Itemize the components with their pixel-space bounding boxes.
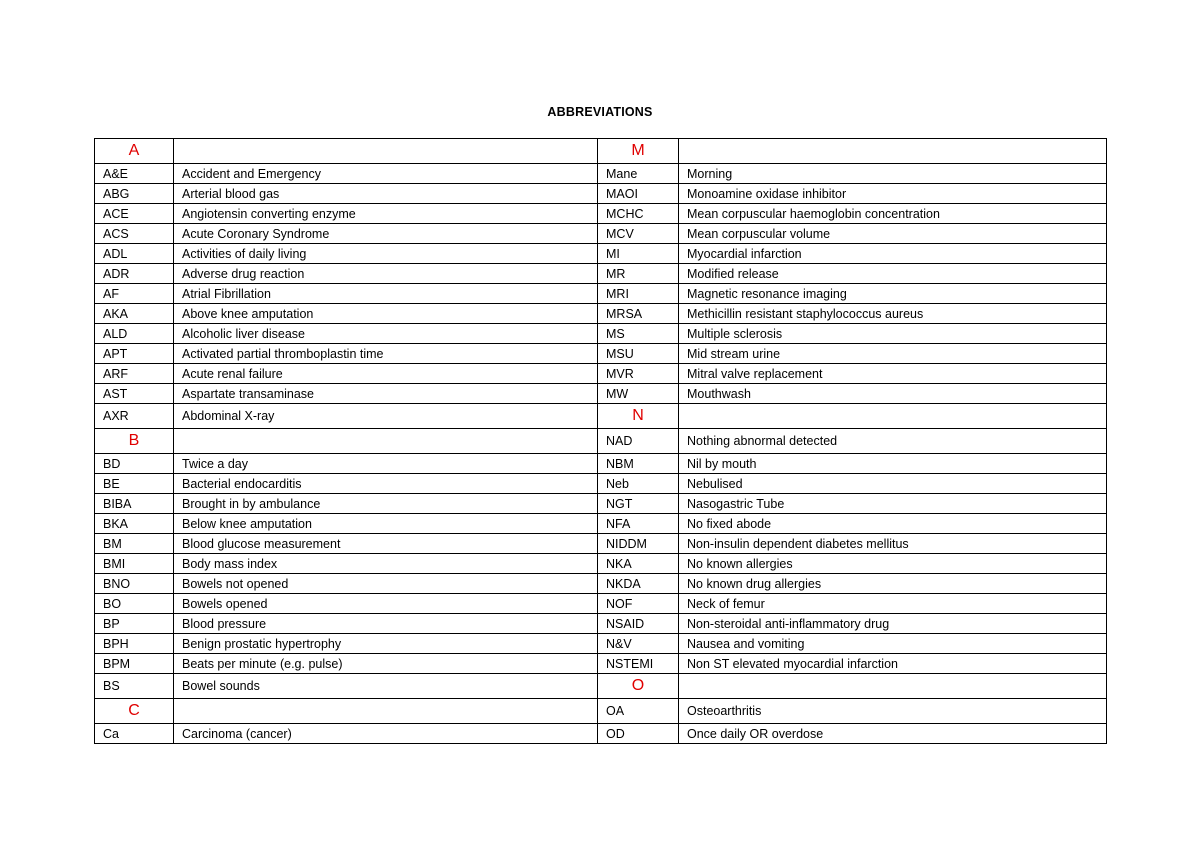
abbreviation-cell: BS: [95, 674, 174, 699]
meaning-cell: Osteoarthritis: [679, 699, 1107, 724]
abbreviation-cell: BP: [95, 614, 174, 634]
table-row: [95, 494, 1107, 514]
meaning-cell: Methicillin resistant staphylococcus aureus: [679, 304, 1107, 324]
meaning-cell: Bacterial endocarditis: [174, 474, 598, 494]
meaning-cell: No known allergies: [679, 554, 1107, 574]
meaning-cell: Accident and Emergency: [174, 164, 598, 184]
meaning-cell: Non-steroidal anti-inflammatory drug: [679, 614, 1107, 634]
meaning-cell: Atrial Fibrillation: [174, 284, 598, 304]
abbreviation-cell: OA: [598, 699, 679, 724]
meaning-cell: Mean corpuscular volume: [679, 224, 1107, 244]
meaning-cell: Non ST elevated myocardial infarction: [679, 654, 1107, 674]
abbreviation-cell: BM: [95, 534, 174, 554]
empty-cell: [174, 429, 598, 454]
table-row: [95, 429, 1107, 454]
meaning-cell: Below knee amputation: [174, 514, 598, 534]
abbreviation-cell: BE: [95, 474, 174, 494]
section-letter: B: [95, 429, 174, 454]
abbreviation-cell: NSTEMI: [598, 654, 679, 674]
meaning-cell: Mid stream urine: [679, 344, 1107, 364]
abbreviations-table: [94, 138, 1107, 744]
meaning-cell: Twice a day: [174, 454, 598, 474]
abbreviation-cell: MRI: [598, 284, 679, 304]
table-row: [95, 364, 1107, 384]
meaning-cell: Adverse drug reaction: [174, 264, 598, 284]
abbreviation-cell: NGT: [598, 494, 679, 514]
abbreviation-cell: MI: [598, 244, 679, 264]
table-row: [95, 474, 1107, 494]
meaning-cell: Nothing abnormal detected: [679, 429, 1107, 454]
abbreviation-cell: BKA: [95, 514, 174, 534]
meaning-cell: Nebulised: [679, 474, 1107, 494]
meaning-cell: Body mass index: [174, 554, 598, 574]
table-row: [95, 724, 1107, 744]
section-letter: C: [95, 699, 174, 724]
abbreviation-cell: NOF: [598, 594, 679, 614]
meaning-cell: Alcoholic liver disease: [174, 324, 598, 344]
table-row: [95, 204, 1107, 224]
page-title: ABBREVIATIONS: [547, 105, 653, 119]
section-letter: N: [598, 404, 679, 429]
empty-cell: [679, 139, 1107, 164]
abbreviation-cell: AKA: [95, 304, 174, 324]
meaning-cell: Mouthwash: [679, 384, 1107, 404]
table-row: [95, 224, 1107, 244]
meaning-cell: Non-insulin dependent diabetes mellitus: [679, 534, 1107, 554]
meaning-cell: Blood pressure: [174, 614, 598, 634]
meaning-cell: Beats per minute (e.g. pulse): [174, 654, 598, 674]
abbreviation-cell: AXR: [95, 404, 174, 429]
table-row: [95, 514, 1107, 534]
abbreviation-cell: ADL: [95, 244, 174, 264]
meaning-cell: Monoamine oxidase inhibitor: [679, 184, 1107, 204]
table-row: [95, 244, 1107, 264]
meaning-cell: Bowels not opened: [174, 574, 598, 594]
abbreviation-cell: MSU: [598, 344, 679, 364]
table-row: [95, 264, 1107, 284]
abbreviation-cell: MW: [598, 384, 679, 404]
meaning-cell: Mean corpuscular haemoglobin concentration: [679, 204, 1107, 224]
abbreviation-cell: BMI: [95, 554, 174, 574]
abbreviation-cell: BPM: [95, 654, 174, 674]
meaning-cell: Activities of daily living: [174, 244, 598, 264]
abbreviation-cell: BO: [95, 594, 174, 614]
table-row: [95, 554, 1107, 574]
meaning-cell: No known drug allergies: [679, 574, 1107, 594]
abbreviation-cell: MCHC: [598, 204, 679, 224]
table-row: [95, 454, 1107, 474]
abbreviation-cell: BIBA: [95, 494, 174, 514]
meaning-cell: Brought in by ambulance: [174, 494, 598, 514]
abbreviation-cell: ACE: [95, 204, 174, 224]
table-row: [95, 184, 1107, 204]
meaning-cell: Above knee amputation: [174, 304, 598, 324]
abbreviation-cell: Neb: [598, 474, 679, 494]
abbreviation-cell: A&E: [95, 164, 174, 184]
meaning-cell: Carcinoma (cancer): [174, 724, 598, 744]
empty-cell: [679, 404, 1107, 429]
abbreviation-cell: MAOI: [598, 184, 679, 204]
abbreviation-cell: NKDA: [598, 574, 679, 594]
meaning-cell: Myocardial infarction: [679, 244, 1107, 264]
meaning-cell: No fixed abode: [679, 514, 1107, 534]
meaning-cell: Mitral valve replacement: [679, 364, 1107, 384]
abbreviation-cell: ADR: [95, 264, 174, 284]
abbreviation-cell: MS: [598, 324, 679, 344]
meaning-cell: Bowel sounds: [174, 674, 598, 699]
abbreviation-cell: NBM: [598, 454, 679, 474]
meaning-cell: Morning: [679, 164, 1107, 184]
abbreviation-cell: NAD: [598, 429, 679, 454]
abbreviation-cell: ABG: [95, 184, 174, 204]
meaning-cell: Bowels opened: [174, 594, 598, 614]
section-letter: A: [95, 139, 174, 164]
table-row: [95, 634, 1107, 654]
meaning-cell: Arterial blood gas: [174, 184, 598, 204]
abbreviation-cell: Ca: [95, 724, 174, 744]
empty-cell: [679, 674, 1107, 699]
table-row: [95, 404, 1107, 429]
abbreviation-cell: ACS: [95, 224, 174, 244]
abbreviation-cell: MVR: [598, 364, 679, 384]
meaning-cell: Abdominal X-ray: [174, 404, 598, 429]
table-row: [95, 139, 1107, 164]
abbreviation-cell: BNO: [95, 574, 174, 594]
meaning-cell: Once daily OR overdose: [679, 724, 1107, 744]
meaning-cell: Neck of femur: [679, 594, 1107, 614]
abbreviation-cell: OD: [598, 724, 679, 744]
meaning-cell: Nausea and vomiting: [679, 634, 1107, 654]
meaning-cell: Benign prostatic hypertrophy: [174, 634, 598, 654]
abbreviation-cell: MR: [598, 264, 679, 284]
meaning-cell: Modified release: [679, 264, 1107, 284]
table-row: [95, 284, 1107, 304]
meaning-cell: Activated partial thromboplastin time: [174, 344, 598, 364]
meaning-cell: Blood glucose measurement: [174, 534, 598, 554]
table-row: [95, 674, 1107, 699]
abbreviation-cell: ALD: [95, 324, 174, 344]
abbreviation-cell: NKA: [598, 554, 679, 574]
table-row: [95, 384, 1107, 404]
table-row: [95, 654, 1107, 674]
table-row: [95, 594, 1107, 614]
meaning-cell: Aspartate transaminase: [174, 384, 598, 404]
meaning-cell: Acute renal failure: [174, 364, 598, 384]
abbreviation-cell: MRSA: [598, 304, 679, 324]
empty-cell: [174, 139, 598, 164]
abbreviation-cell: MCV: [598, 224, 679, 244]
table-row: [95, 304, 1107, 324]
table-row: [95, 344, 1107, 364]
table-row: [95, 699, 1107, 724]
table-row: [95, 614, 1107, 634]
abbreviation-cell: Mane: [598, 164, 679, 184]
table-row: [95, 534, 1107, 554]
abbreviation-cell: NSAID: [598, 614, 679, 634]
abbreviation-cell: AF: [95, 284, 174, 304]
table-row: [95, 574, 1107, 594]
table-row: [95, 164, 1107, 184]
abbreviation-cell: ARF: [95, 364, 174, 384]
abbreviation-cell: AST: [95, 384, 174, 404]
abbreviation-cell: NFA: [598, 514, 679, 534]
abbreviation-cell: N&V: [598, 634, 679, 654]
abbreviation-cell: BPH: [95, 634, 174, 654]
empty-cell: [174, 699, 598, 724]
meaning-cell: Nasogastric Tube: [679, 494, 1107, 514]
abbreviation-cell: APT: [95, 344, 174, 364]
table-row: [95, 324, 1107, 344]
meaning-cell: Angiotensin converting enzyme: [174, 204, 598, 224]
abbreviation-cell: BD: [95, 454, 174, 474]
meaning-cell: Acute Coronary Syndrome: [174, 224, 598, 244]
section-letter: O: [598, 674, 679, 699]
abbreviation-cell: NIDDM: [598, 534, 679, 554]
section-letter: M: [598, 139, 679, 164]
meaning-cell: Magnetic resonance imaging: [679, 284, 1107, 304]
meaning-cell: Nil by mouth: [679, 454, 1107, 474]
meaning-cell: Multiple sclerosis: [679, 324, 1107, 344]
abbreviations-table-body: [95, 139, 1107, 744]
